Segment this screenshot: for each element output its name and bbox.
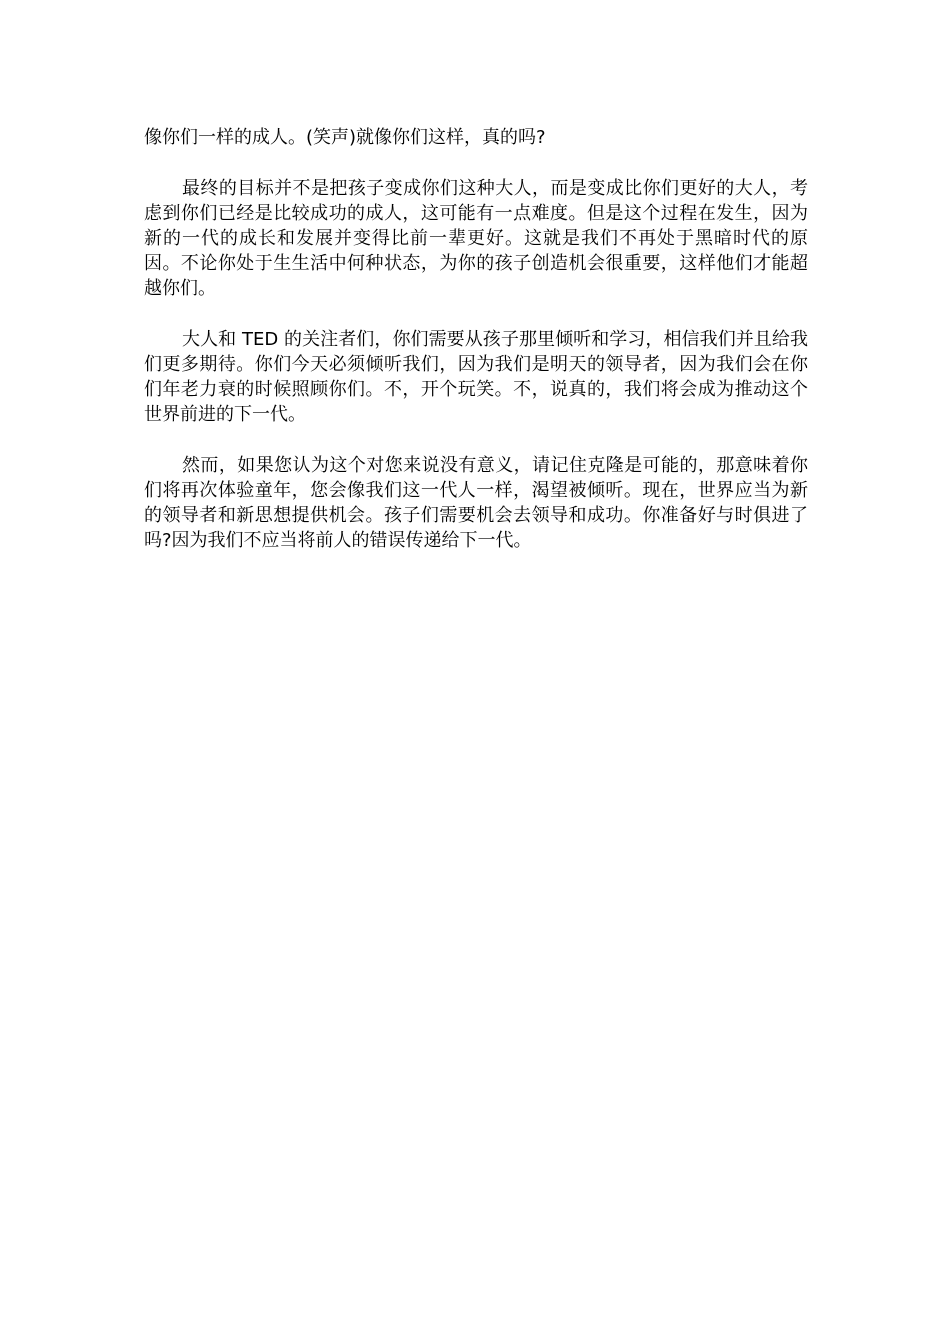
paragraph-closing: 然而，如果您认为这个对您来说没有意义，请记住克隆是可能的，那意味着你们将再次体验童年，您会像我们这一代人一样，渴望被倾听。现在，世界应当为新的领导者和新思想提供机会。孩子们需要机会去领导和成功。你准备好与时俱进了吗?因为我们不应当将前人的错误传递给下一代。 <box>144 455 808 551</box>
paragraph-continuation: 像你们一样的成人。(笑声)就像你们这样，真的吗? <box>144 127 546 148</box>
paragraph-goal: 最终的目标并不是把孩子变成你们这种大人，而是变成比你们更好的大人，考虑到你们已经是比较成功的成人，这可能有一点难度。但是这个过程在发生，因为新的一代的成长和发展并变得比前一辈更好。这就是我们不再处于黑暗时代的原因。不论你处于生生活中何种状态，为你的孩子创造机会很重要，这样他们才能超越你们。 <box>144 178 808 299</box>
paragraph-listen: 大人和 TED 的关注者们，你们需要从孩子那里倾听和学习，相信我们并且给我们更多期待。你们今天必须倾听我们，因为我们是明天的领导者，因为我们会在你们年老力衰的时候照顾你们。不，开个玩笑。不，说真的，我们将会成为推动这个世界前进的下一代。 <box>144 329 808 425</box>
document-body <box>144 125 808 579</box>
